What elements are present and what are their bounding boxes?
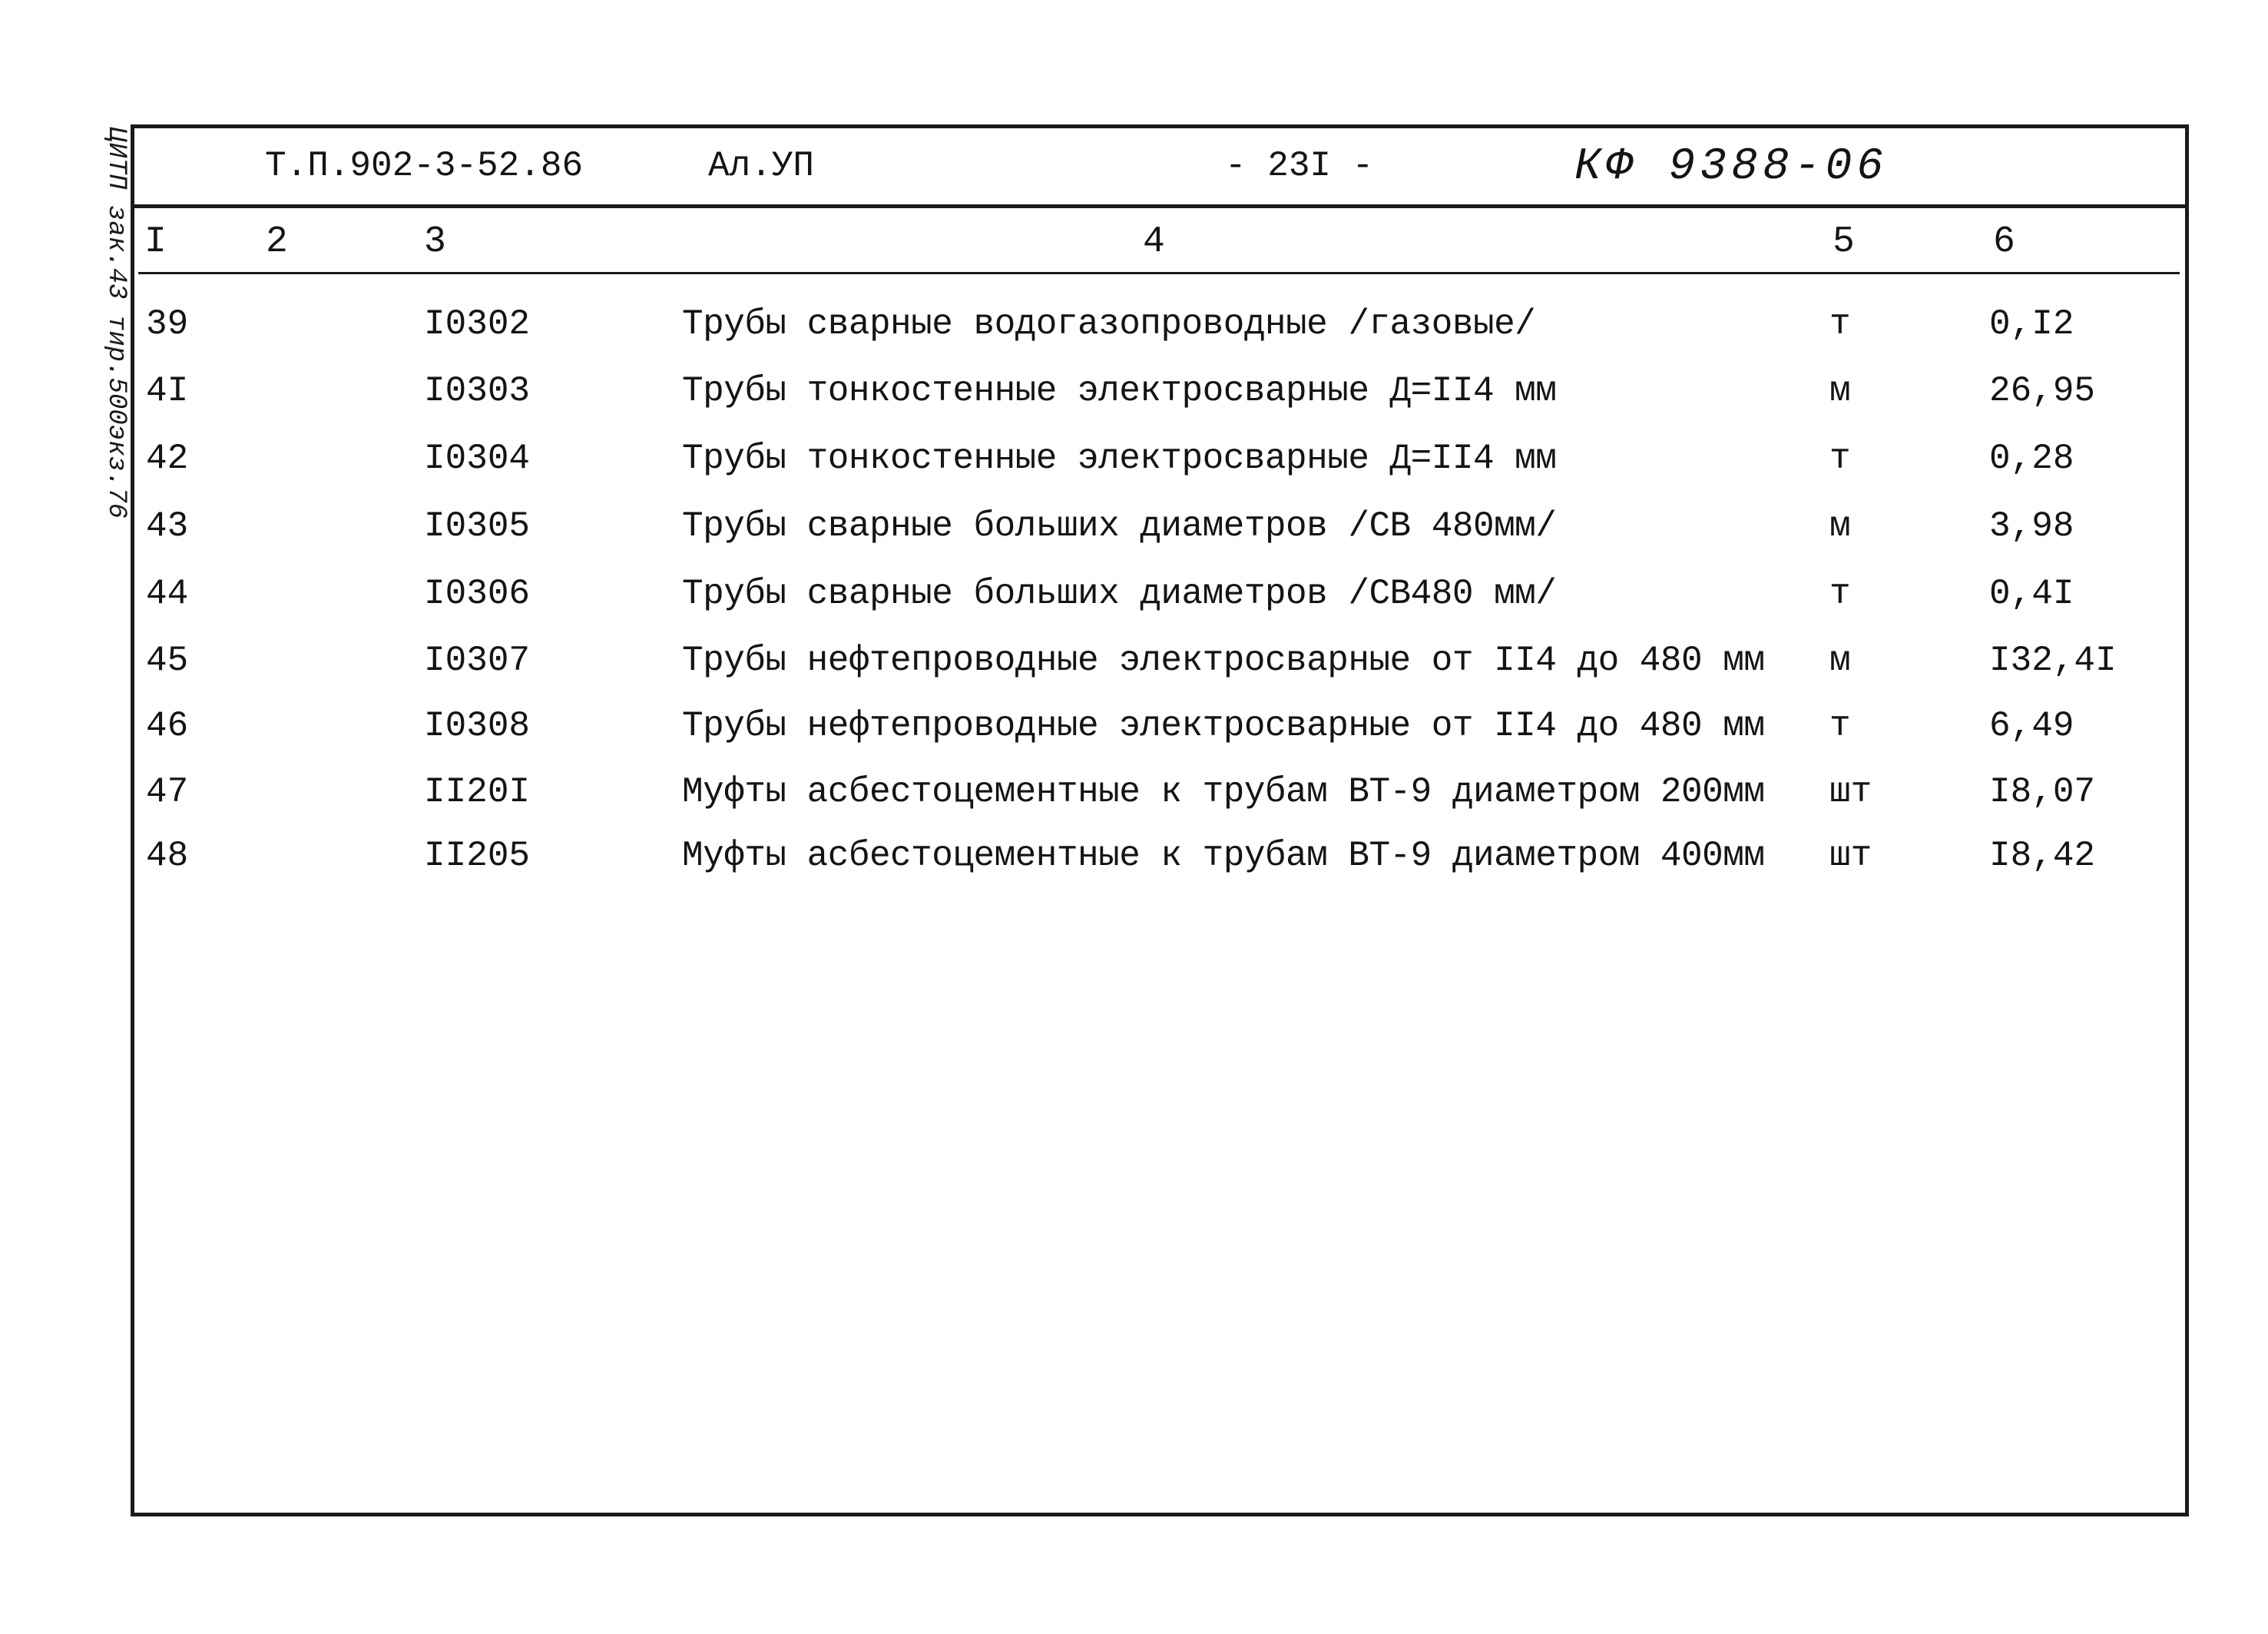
column-header-5: 5 [1833, 221, 1855, 263]
row-number: 48 [146, 836, 189, 876]
row-quantity: 0,28 [1989, 439, 2074, 479]
table-row [0, 439, 2268, 492]
header-divider [132, 204, 2187, 208]
column-header-2: 2 [266, 221, 288, 263]
table-row [0, 506, 2268, 560]
table-row [0, 641, 2268, 694]
column-header-divider [138, 272, 2180, 274]
row-number: 43 [146, 506, 189, 546]
row-name: Трубы сварные больших диаметров /СВ480 мм/ [682, 574, 1557, 614]
row-number: 44 [146, 574, 189, 614]
row-code: I0303 [424, 371, 531, 411]
table-row [0, 772, 2268, 826]
table-row [0, 574, 2268, 628]
row-code: I0306 [424, 574, 531, 614]
row-unit: шт [1829, 836, 1872, 876]
column-header-3: 3 [424, 221, 446, 263]
row-code: I0305 [424, 506, 531, 546]
row-quantity: 26,95 [1989, 371, 2096, 411]
row-code: II20I [424, 772, 531, 812]
row-number: 39 [146, 304, 189, 344]
table-row [0, 836, 2268, 890]
column-header-4: 4 [1143, 221, 1165, 263]
document-code: Т.П.902-3-52.86 [265, 146, 584, 186]
row-name: Трубы сварные водогазопроводные /газовые/ [682, 304, 1536, 344]
row-unit: м [1829, 371, 1851, 411]
table-row [0, 304, 2268, 358]
row-unit: т [1829, 706, 1851, 746]
row-number: 47 [146, 772, 189, 812]
row-code: II205 [424, 836, 531, 876]
side-archive-stamp: ЦИТП зак.43 тир.500экз.76 [101, 127, 131, 519]
page-number: - 23I - [1225, 146, 1374, 186]
row-number: 45 [146, 641, 189, 681]
row-quantity: 6,49 [1989, 706, 2074, 746]
row-name: Муфты асбестоцементные к трубам ВТ-9 диаметром 200мм [682, 772, 1765, 812]
row-quantity: I8,42 [1989, 836, 2096, 876]
row-name: Трубы нефтепроводные электросварные от II4 до 480 мм [682, 641, 1765, 681]
album-label: Ал.УП [708, 146, 815, 186]
row-unit: т [1829, 304, 1851, 344]
row-name: Трубы тонкостенные электросварные Д=II4 мм [682, 371, 1557, 411]
row-name: Трубы сварные больших диаметров /СВ 480мм/ [682, 506, 1557, 546]
row-number: 42 [146, 439, 189, 479]
table-row [0, 371, 2268, 425]
row-quantity: I32,4I [1989, 641, 2117, 681]
column-header-1: I [144, 221, 167, 263]
row-code: I0308 [424, 706, 531, 746]
row-quantity: 0,I2 [1989, 304, 2074, 344]
row-unit: т [1829, 574, 1851, 614]
row-name: Трубы тонкостенные электросварные Д=II4 мм [682, 439, 1557, 479]
row-quantity: 3,98 [1989, 506, 2074, 546]
row-number: 4I [146, 371, 189, 411]
row-code: I0302 [424, 304, 531, 344]
column-header-6: 6 [1993, 221, 2015, 263]
table-row [0, 706, 2268, 760]
row-quantity: I8,07 [1989, 772, 2096, 812]
row-code: I0307 [424, 641, 531, 681]
row-name: Муфты асбестоцементные к трубам ВТ-9 диаметром 400мм [682, 836, 1765, 876]
row-unit: м [1829, 641, 1851, 681]
row-name: Трубы нефтепроводные электросварные от II4 до 480 мм [682, 706, 1765, 746]
inventory-stamp: КФ 9388-06 [1574, 142, 1889, 192]
row-number: 46 [146, 706, 189, 746]
row-unit: т [1829, 439, 1851, 479]
row-unit: шт [1829, 772, 1872, 812]
row-quantity: 0,4I [1989, 574, 2074, 614]
row-code: I0304 [424, 439, 531, 479]
row-unit: м [1829, 506, 1851, 546]
